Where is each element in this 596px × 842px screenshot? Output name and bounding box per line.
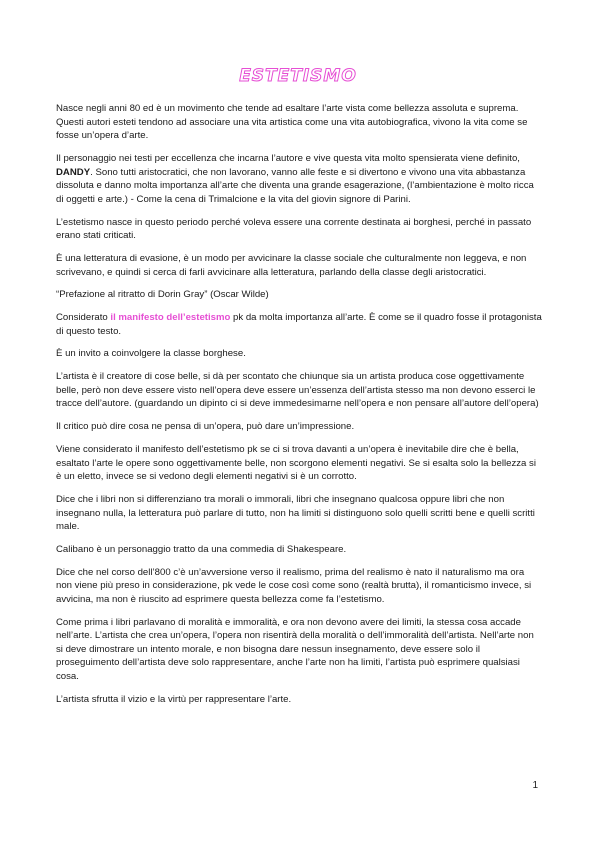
paragraph-manifesto-text-end: pk da molta importanza all’arte. È come se il quadro fosse il protagonista di questo testo. [56, 312, 542, 337]
page-number: 1 [532, 780, 538, 791]
manifesto-highlight: il manifesto dell’estetismo [110, 312, 231, 324]
paragraph-invite: È un invito a coinvolgere la classe borghese. [56, 348, 246, 360]
paragraph-origin: L’estetismo nasce in questo periodo perché voleva essere una corrente destinata ai borghesi, perché in passato erano stati criticati. [56, 216, 532, 242]
paragraph-dandy-text-end: . Sono tutti aristocratici, che non lavorano, vanno alle feste e si divertono e vivono una vita abbastanza dissoluta e danno molta importanza all’arte che diventa una grande esagerazione, (l’ambientazione è molto ricca di oggetti e arte.) - Come la cena di Trimalcione e la vita del giovin signore di Parini. [56, 166, 534, 205]
paragraph-preface: “Prefazione al ritratto di Dorin Gray” (Oscar Wilde) [56, 289, 269, 301]
paragraph-dandy-text-start: Il personaggio nei testi per eccellenza che incarna l’autore e vive questa vita molto spensierata viene definito, [56, 152, 520, 164]
paragraph-morality: Come prima i libri parlavano di moralità e immoralità, e ora non devono avere dei limiti, la stessa cosa accade nell’arte. L’artista che crea un’opera, l’opera non risentirà della moralità o dell’immoralità dell’artista. Nell’arte non si deve dimostrare un intento morale, e non bisogna dare nessun insegnamento, deve essere solo il proseguimento dell’artista deve solo rappresentare, anche l’arte non ha limiti, l’artista può esprimere qualsiasi cosa. [56, 616, 534, 683]
paragraph-dandy [56, 152, 542, 206]
dandy-term: DANDY [56, 166, 91, 178]
paragraph-beauty: Viene considerato il manifesto dell’estetismo pk se ci si trova davanti a un’opera è inevitabile dire che è bella, esaltato l’arte le opere sono oggettivamente belle, non scorgono elementi negativi. Se si esalta solo la bellezza si è un eletto, invece se si vedono degli elementi negativi si è un corrotto. [56, 443, 536, 483]
paragraph-books: Dice che i libri non si differenziano tra morali o immorali, libri che insegnano qualcosa oppure libri che non insegnano nulla, la letteratura può parlare di tutto, non ha limiti si distinguono solo quelli scritti bene e quelli scritti male. [56, 493, 535, 533]
paragraph-vice-virtue: L’artista sfrutta il vizio e la virtù per rappresentare l’arte. [56, 693, 292, 705]
paragraph-calibano: Calibano è un personaggio tratto da una commedia di Shakespeare. [56, 543, 347, 555]
paragraph-realism: Dice che nel corso dell’800 c’è un’avversione verso il realismo, prima del realismo è nato il naturalismo ma ora non viene più preso in considerazione, pk vede le cose così come sono (realtà brutta), il romanticismo invece, si avvicina, ma non è riuscito ad esprimere questa bellezza come fa l’estetismo. [56, 566, 532, 605]
page-title: ESTETISMO [239, 66, 357, 86]
paragraph-evasion: È una letteratura di evasione, è un modo per avvicinare la classe sociale che culturalmente non leggeva, e non scrivevano, e quindi si cerca di farli avvicinare alla letteratura, parlando della classe degli aristocratici. [56, 252, 527, 278]
paragraph-manifesto-text-start: Considerato [56, 312, 111, 324]
document-body [56, 102, 542, 716]
paragraph-critic: Il critico può dire cosa ne pensa di un’opera, può dare un’impressione. [56, 421, 355, 433]
paragraph-artist: L’artista è il creatore di cose belle, si dà per scontato che chiunque sia un artista produca cose oggettivamente belle, però non deve essere visto nell’opera deve essere un’essenza dell’artista stesso ma non devono esserci le tracce dell’autore. (guardando un dipinto ci si deve immedesimarne nell’opera e non pensare all’autore dell’opera) [56, 371, 539, 410]
paragraph-manifesto [56, 311, 542, 338]
paragraph-intro: Nasce negli anni 80 ed è un movimento che tende ad esaltare l’arte vista come bellezza assoluta e suprema. Questi autori esteti tendono ad associare una vita artistica come una vita autobiografica, vivono la vita come se fosse un’opera d’arte. [56, 103, 528, 142]
